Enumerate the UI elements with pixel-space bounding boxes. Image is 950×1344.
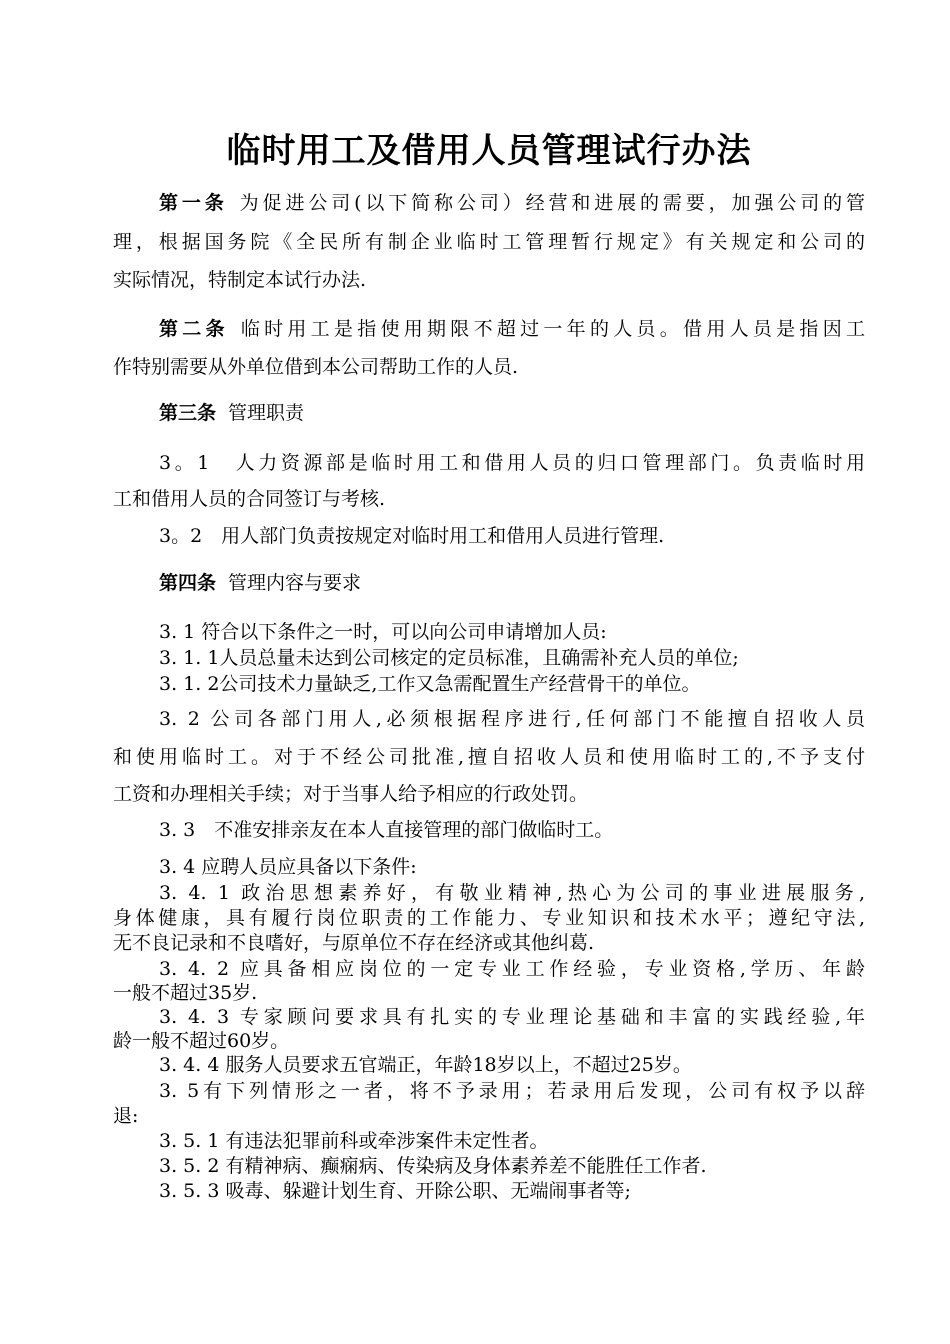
section-4-3-5-3: 3. 5. 3 吸毒、躲避计划生育、开除公职、无端闹事者等; [159, 1180, 631, 1202]
article-4-label: 第四条 [159, 572, 217, 594]
section-4-3-4-3-line-2: 龄一般不超过60岁。 [113, 1030, 290, 1052]
section-4-3-4-1-line-2: 身体健康，具有履行岗位职责的工作能力、专业知识和技术水平；遵纪守法, [113, 907, 865, 929]
section-4-3-4-2-line-1: 3. 4. 2 应具备相应岗位的一定专业工作经验，专业资格,学历、年龄 [159, 958, 865, 980]
section-4-3-4-3-line-1: 3. 4. 3 专家顾问要求具有扎实的专业理论基础和丰富的实践经验,年 [159, 1006, 865, 1028]
section-3-1-line-1: 3。1 人力资源部是临时用工和借用人员的归口管理部门。负责临时用 [159, 452, 865, 474]
article-2-line-1: 第二条 临时用工是指使用期限不超过一年的人员。借用人员是指因工 [159, 318, 865, 340]
document-title: 临时用工及借用人员管理试行办法 [226, 131, 752, 171]
section-4-3-4: 3. 4 应聘人员应具备以下条件: [159, 856, 417, 878]
section-4-3-4-4: 3. 4. 4 服务人员要求五官端正，年龄18岁以上，不超过25岁。 [159, 1054, 692, 1076]
section-4-3-1-2: 3. 1. 2公司技术力量缺乏,工作又急需配置生产经营骨干的单位。 [159, 673, 701, 695]
section-3-1-line-2: 工和借用人员的合同签订与考核. [113, 488, 386, 510]
article-4-heading: 第四条 管理内容与要求 [159, 572, 362, 594]
article-2-label: 第二条 [159, 318, 229, 340]
section-4-3-4-1-line-1: 3. 4. 1 政治思想素养好，有敬业精神,热心为公司的事业进展服务, [159, 882, 865, 904]
section-4-3-5-line-2: 退: [113, 1105, 139, 1127]
section-4-3-5-2: 3. 5. 2 有精神病、癫痫病、传染病及身体素养差不能胜任工作者. [159, 1155, 707, 1177]
section-4-3-2-line-2: 和使用临时工。对于不经公司批准,擅自招收人员和使用临时工的,不予支付 [113, 746, 865, 768]
section-4-3-1-1: 3. 1. 1人员总量未达到公司核定的定员标准，且确需补充人员的单位; [159, 647, 739, 669]
section-4-3-5-1: 3. 5. 1 有违法犯罪前科或牵涉案件未定性者。 [159, 1130, 549, 1152]
section-4-3-2-line-1: 3. 2 公司各部门用人,必须根据程序进行,任何部门不能擅自招收人员 [159, 708, 865, 730]
section-3-2: 3。2 用人部门负责按规定对临时用工和借用人员进行管理. [159, 525, 665, 547]
section-4-3-3: 3. 3 不准安排亲友在本人直接管理的部门做临时工。 [159, 819, 614, 841]
article-1-line-3: 实际情况，特制定本试行办法. [113, 269, 367, 291]
section-4-3-4-1-line-3: 无不良记录和不良嗜好，与原单位不存在经济或其他纠葛. [113, 932, 595, 954]
article-3-heading: 第三条 管理职责 [159, 402, 305, 424]
article-1-line-1: 第一条 为促进公司(以下简称公司）经营和进展的需要，加强公司的管 [159, 192, 865, 214]
article-2-line-2: 作特别需要从外单位借到本公司帮助工作的人员. [113, 356, 519, 378]
section-4-3-4-2-line-2: 一般不超过35岁. [113, 982, 258, 1004]
article-1-line-2: 理，根据国务院《全民所有制企业临时工管理暂行规定》有关规定和公司的 [113, 231, 865, 253]
section-4-3-2-line-3: 工资和办理相关手续；对于当事人给予相应的行政处罚。 [113, 783, 589, 805]
article-1-label: 第一条 [159, 192, 228, 214]
section-4-3-1: 3. 1 符合以下条件之一时，可以向公司申请增加人员: [159, 621, 607, 643]
section-4-3-5-line-1: 3. 5有下列情形之一者，将不予录用；若录用后发现，公司有权予以辞 [159, 1080, 865, 1102]
article-3-label: 第三条 [159, 402, 217, 424]
